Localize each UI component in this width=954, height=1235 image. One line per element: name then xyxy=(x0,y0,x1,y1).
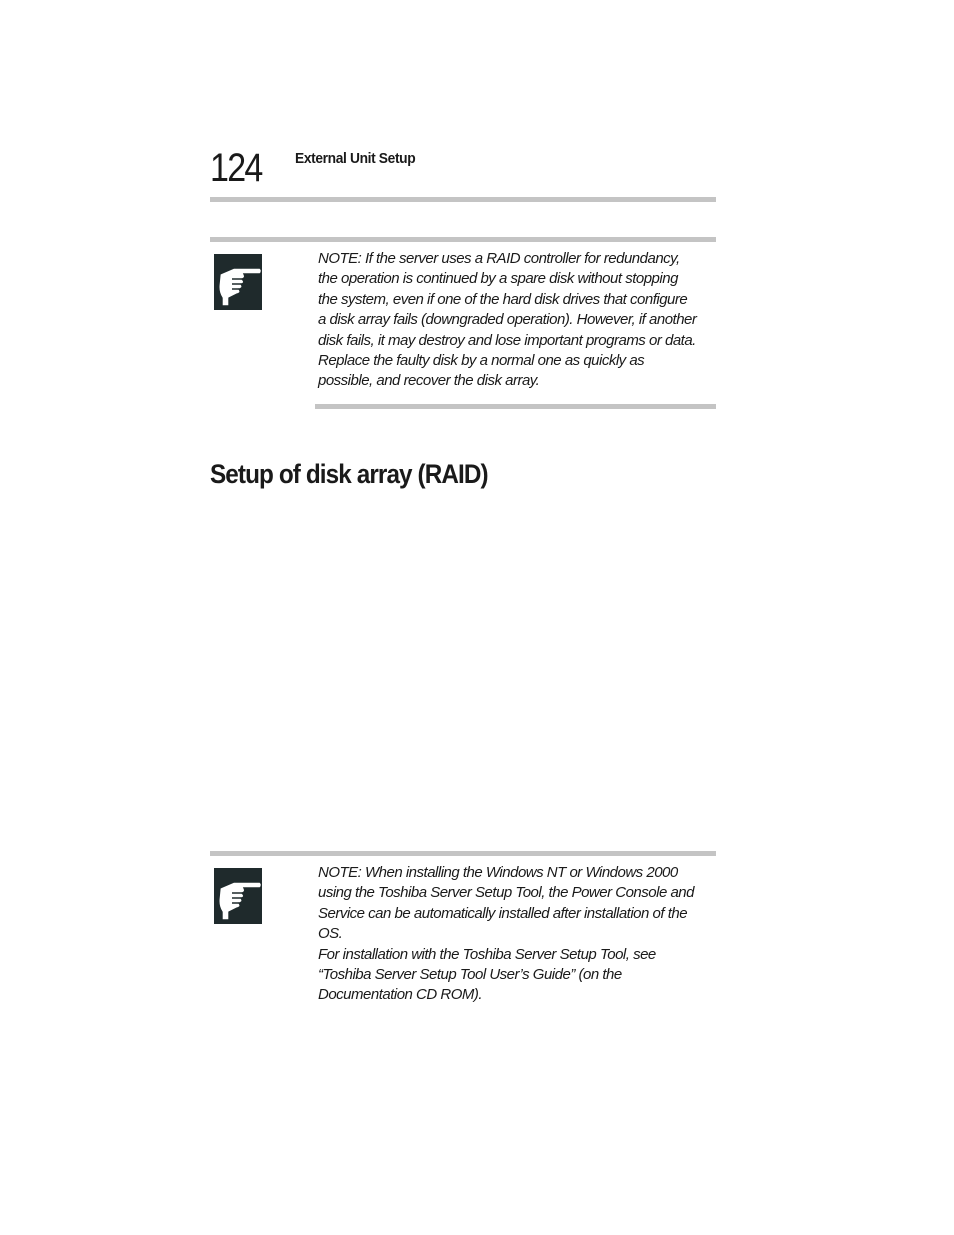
running-head: External Unit Setup xyxy=(295,150,416,167)
note-bottom-rule xyxy=(315,404,716,409)
note-top-rule xyxy=(210,237,716,242)
page-number: 124 xyxy=(210,146,262,190)
note-text xyxy=(318,863,698,1006)
pointing-hand-icon xyxy=(214,868,262,924)
note-top-rule xyxy=(210,851,716,856)
pointing-hand-icon xyxy=(214,254,262,310)
note-paragraph: NOTE: If the server uses a RAID controller for redundancy, the operation is continued by a spare disk without stopping the system, even if one of the hard disk drives that configure a disk array fails (downgraded operation). However, if another disk fails, it may destroy and lose important programs or data. Replace the faulty disk by a normal one as quickly as possible, and recover the disk array. xyxy=(318,250,697,390)
note-paragraph: For installation with the Toshiba Server Setup Tool, see “Toshiba Server Setup Tool User’s Guide” (on the Documentation CD ROM). xyxy=(318,945,656,1004)
section-heading: Setup of disk array (RAID) xyxy=(210,459,488,489)
header-rule xyxy=(210,197,716,202)
note-paragraph: NOTE: When installing the Windows NT or Windows 2000 using the Toshiba Server Setup Tool, the Power Console and Service can be automatically installed after installation of the OS. xyxy=(318,864,694,943)
note-text xyxy=(318,249,698,392)
